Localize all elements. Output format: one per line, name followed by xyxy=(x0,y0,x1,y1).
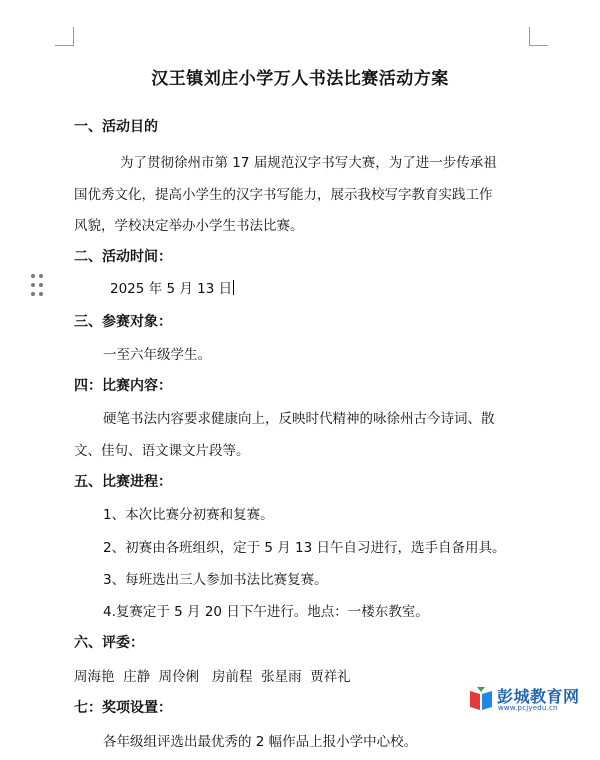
section-heading-process: 五、比赛进程： xyxy=(74,474,172,490)
document-title: 汉王镇刘庄小学万人书法比赛活动方案 xyxy=(151,69,449,89)
drag-handle-icon[interactable] xyxy=(30,274,44,298)
text-cursor xyxy=(233,280,234,295)
paragraph-line: 文、佳句、语文课文片段等。 xyxy=(74,443,250,459)
watermark-site-name: 彭城教育网 xyxy=(497,687,580,706)
page-corner-mark-top-left xyxy=(55,27,74,46)
paragraph-line: 2025 年 5 月 13 日 xyxy=(110,281,233,297)
paragraph-line: 硬笔书法内容要求健康向上，反映时代精神的咏徐州古今诗词、散 xyxy=(103,411,495,427)
section-heading-judges: 六、评委： xyxy=(74,635,144,651)
book-logo-icon xyxy=(467,685,495,713)
paragraph-line: 2、初赛由各班组织，定于 5 月 13 日午自习进行，选手自备用具。 xyxy=(103,540,506,556)
section-heading-awards: 七：奖项设置： xyxy=(74,700,172,716)
section-heading-time: 二、活动时间： xyxy=(74,249,172,265)
paragraph-line: 国优秀文化，提高小学生的汉字书写能力，展示我校写字教育实践工作 xyxy=(74,187,493,203)
paragraph-line: 3、每班选出三人参加书法比赛复赛。 xyxy=(103,572,328,588)
paragraph-line: 1、本次比赛分初赛和复赛。 xyxy=(103,507,274,523)
paragraph-line: 4.复赛定于 5 月 20 日下午进行。地点：一楼东教室。 xyxy=(103,604,429,620)
watermark-site-url: www.pcjyedu.cn xyxy=(498,704,558,712)
paragraph-line: 一至六年级学生。 xyxy=(103,347,211,363)
paragraph-line: 周海艳 庄静 周伶俐 房前程 张星雨 贾祥礼 xyxy=(74,669,351,685)
section-heading-purpose: 一、活动目的 xyxy=(74,119,158,135)
section-heading-content: 四：比赛内容： xyxy=(74,378,172,394)
page-corner-mark-top-right xyxy=(529,27,548,46)
watermark-logo xyxy=(467,684,587,714)
paragraph-line: 为了贯彻徐州市第 17 届规范汉字书写大赛，为了进一步传承祖 xyxy=(120,155,497,171)
section-heading-participants: 三、参赛对象： xyxy=(74,314,172,330)
paragraph-line: 风貌，学校决定举办小学生书法比赛。 xyxy=(74,218,304,234)
paragraph-line-editing[interactable] xyxy=(110,277,234,297)
paragraph-line: 各年级组评选出最优秀的 2 幅作品上报小学中心校。 xyxy=(103,734,418,750)
